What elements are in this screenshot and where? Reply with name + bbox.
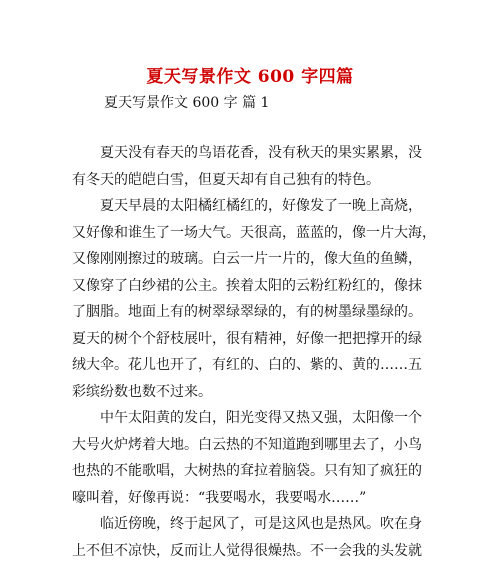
text-line: 夏天早晨的太阳橘红橘红的，好像发了一晚上高烧， — [100, 198, 422, 214]
text-line: 彩缤纷数也数不过来。 — [72, 383, 212, 400]
text-line: 又像刚刚擦过的玻璃。白云一片一片的，像大鱼的鱼鳞， — [72, 251, 422, 267]
section-heading: 夏天写景作文 600 字 篇 1 — [104, 95, 270, 111]
text-line: 又像穿了白纱裙的公主。挨着太阳的云粉红粉红的，像抹 — [72, 277, 422, 294]
text-line: 嚎叫着，好像再说：“我要喝水，我要喝水……” — [72, 489, 367, 506]
text-line: 也热的不能歌唱，大树热的耷拉着脑袋。只有知了疯狂的 — [72, 463, 422, 479]
text-line: 夏天的树个个舒枝展叶，很有精神，好像一把把撑开的绿 — [72, 330, 422, 347]
text-line: 绒大伞。花儿也开了，有红的、白的、紫的、黄的……五 — [72, 357, 422, 373]
text-line: 又好像和谁生了一场大气。天很高，蓝蓝的，像一片大海， — [72, 224, 436, 241]
document-title: 夏天写景作文 600 字四篇 — [146, 67, 354, 87]
article-body — [72, 140, 436, 564]
text-line: 夏天没有春天的鸟语花香，没有秋天的果实累累，没 — [100, 145, 422, 161]
text-line: 了胭脂。地面上有的树翠绿翠绿的，有的树墨绿墨绿的。 — [72, 304, 422, 320]
text-line: 有冬天的皑皑白雪，但夏天却有自己独有的特色。 — [72, 171, 380, 188]
text-line: 大号火炉烤着大地。白云热的不知道跑到哪里去了，小鸟 — [72, 436, 422, 453]
text-line: 中午太阳黄的发白，阳光变得又热又强，太阳像一个 — [100, 410, 422, 426]
text-line: 临近傍晚，终于起风了，可是这风也是热风。吹在身 — [100, 516, 422, 532]
text-line: 上不但不凉快，反而让人觉得很燥热。不一会我的头发就 — [72, 542, 422, 559]
